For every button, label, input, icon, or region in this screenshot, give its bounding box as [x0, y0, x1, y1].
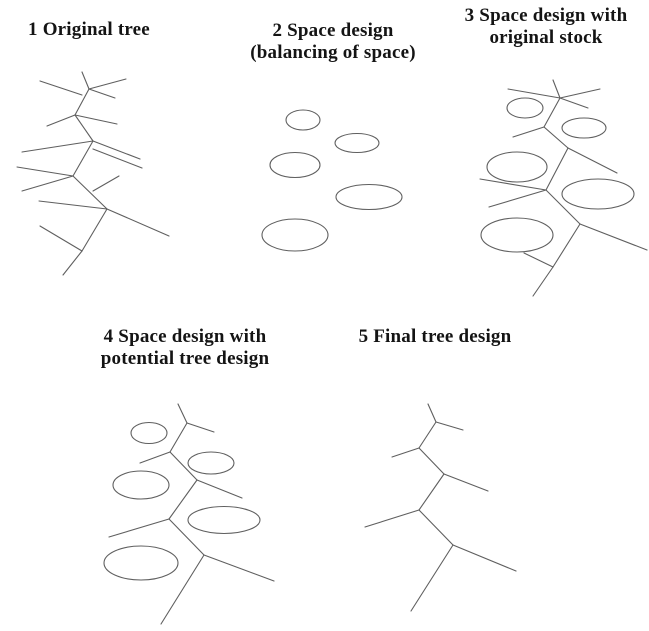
tree-branch-line: [544, 127, 568, 148]
tree-branch-line: [436, 422, 463, 430]
tree-branch-line: [47, 115, 75, 126]
tree-branch-line: [75, 115, 93, 141]
panel-1-drawing: [17, 72, 169, 275]
space-ellipse: [286, 110, 320, 130]
tree-branch-line: [22, 176, 73, 191]
tree-branch-line: [544, 98, 560, 127]
panel-1-title: [8, 19, 170, 41]
tree-branch-line: [453, 545, 516, 571]
tree-branch-line: [140, 452, 170, 463]
panel-5-drawing: [365, 404, 516, 611]
tree-branch-line: [419, 448, 444, 474]
panel-1-title-line: 1 Original tree: [28, 19, 150, 40]
tree-branch-line: [178, 404, 187, 423]
tree-branch-line: [419, 474, 444, 510]
panel-2-title: [242, 20, 424, 64]
tree-branch-line: [365, 510, 419, 527]
tree-branch-line: [22, 141, 93, 152]
panel-4-drawing: [104, 404, 274, 624]
panel-3-title-line: original stock: [489, 27, 603, 48]
tree-branch-line: [560, 98, 588, 108]
tree-branch-line: [560, 89, 600, 98]
tree-branch-line: [553, 80, 560, 98]
panel-5-title: [344, 326, 526, 348]
panel-2-title-line: 2 Space design: [272, 20, 394, 41]
tree-branch-line: [40, 226, 82, 251]
tree-branch-line: [553, 224, 580, 267]
panel-4-title-line: potential tree design: [100, 348, 270, 369]
tree-branch-line: [40, 81, 82, 95]
space-ellipse: [188, 452, 234, 474]
tree-branch-line: [75, 115, 117, 124]
panel-5-title-line: 5 Final tree design: [358, 326, 512, 347]
panel-3-title: [455, 5, 637, 49]
tree-branch-line: [93, 149, 142, 168]
space-ellipse: [262, 219, 328, 251]
space-ellipse: [113, 471, 169, 499]
tree-branch-line: [533, 267, 553, 296]
space-ellipse: [270, 153, 320, 178]
tree-branch-line: [419, 422, 436, 448]
space-ellipse: [131, 423, 167, 444]
tree-branch-line: [39, 201, 107, 209]
tree-branch-line: [392, 448, 419, 457]
panel-2-title-line: (balancing of space): [250, 42, 416, 63]
tree-branch-line: [170, 423, 187, 452]
tree-branch-line: [73, 176, 107, 209]
tree-branch-line: [187, 423, 214, 432]
tree-branch-line: [109, 519, 169, 537]
tree-branch-line: [580, 224, 647, 250]
tree-branch-line: [63, 251, 82, 275]
tree-branch-line: [508, 89, 560, 98]
space-ellipse: [188, 507, 260, 534]
panel-4-title-line: 4 Space design with: [103, 326, 267, 347]
tree-branch-line: [428, 404, 436, 422]
space-ellipse: [335, 134, 379, 153]
tree-branch-line: [197, 480, 242, 498]
tree-branch-line: [73, 141, 93, 176]
panel-4-title: [85, 326, 285, 370]
tree-branch-line: [107, 209, 169, 236]
space-ellipse: [481, 218, 553, 252]
tree-branch-line: [444, 474, 488, 491]
space-ellipse: [507, 98, 543, 118]
tree-branch-line: [419, 510, 453, 545]
tree-branch-line: [568, 148, 617, 173]
space-ellipse: [562, 118, 606, 138]
tree-branch-line: [489, 190, 546, 207]
tree-branch-line: [204, 555, 274, 581]
tree-branch-line: [17, 167, 73, 176]
tree-branch-line: [161, 555, 204, 624]
tree-branch-line: [524, 253, 553, 267]
tree-branch-line: [169, 519, 204, 555]
panel-3-title-line: 3 Space design with: [464, 5, 628, 26]
tree-branch-line: [82, 209, 107, 251]
tree-branch-line: [89, 79, 126, 89]
space-ellipse: [104, 546, 178, 580]
tree-branch-line: [411, 545, 453, 611]
panel-2-drawing: [262, 110, 402, 251]
tree-branch-line: [480, 179, 546, 190]
space-ellipse: [336, 185, 402, 210]
tree-branch-line: [93, 141, 140, 159]
tree-branch-line: [546, 190, 580, 224]
tree-branch-line: [82, 72, 89, 89]
tree-branch-line: [546, 148, 568, 190]
tree-branch-line: [93, 176, 119, 191]
space-ellipse: [487, 152, 547, 182]
tree-branch-line: [513, 127, 544, 137]
space-ellipse: [562, 179, 634, 209]
panel-3-drawing: [480, 80, 647, 296]
tree-branch-line: [89, 89, 115, 98]
